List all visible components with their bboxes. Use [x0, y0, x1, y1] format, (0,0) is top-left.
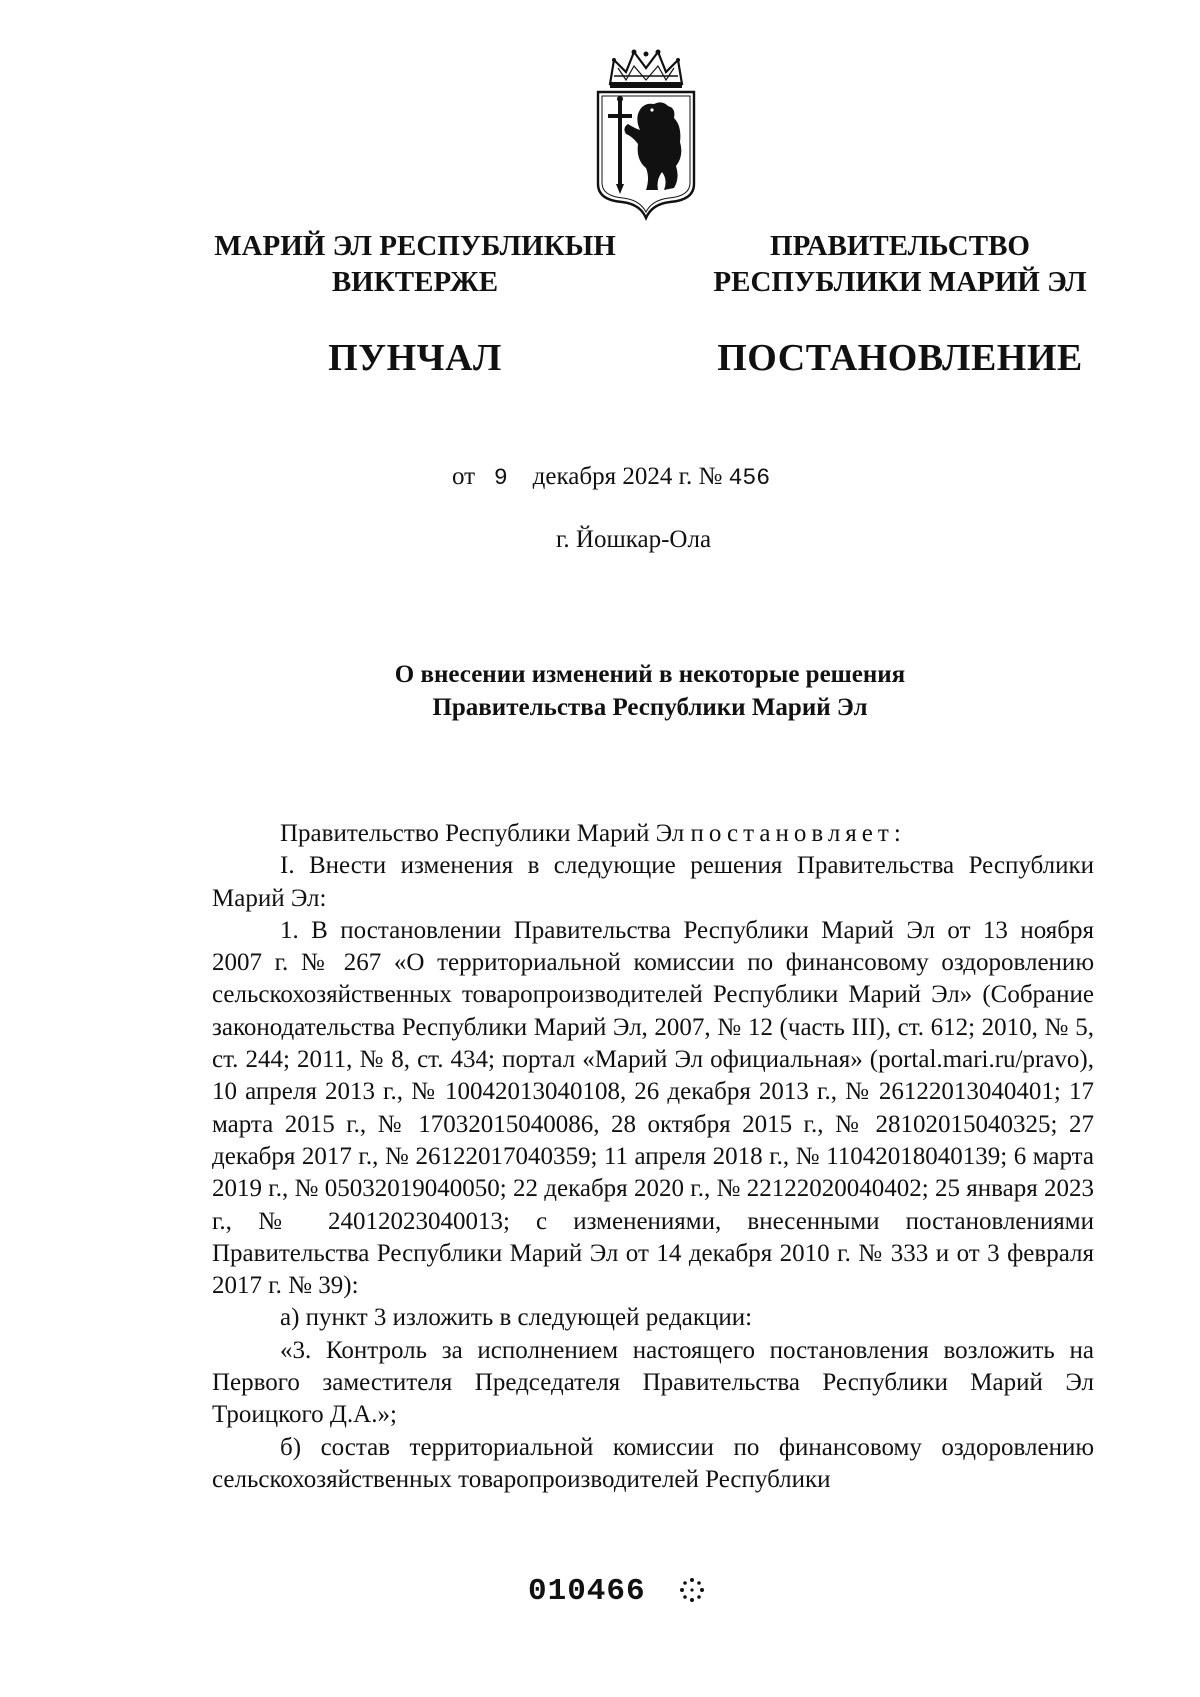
body-paragraph-preamble [212, 818, 1094, 850]
preamble-decree-word: постановляет: [690, 820, 906, 847]
header-left-line2: ВИКТЕРЖЕ [331, 266, 499, 298]
body-paragraph-quote: «3. Контроль за исполнением настоящего постановления возложить на Первого заместителя Председателя Правительства Республики Марий Эл Троицкого Д.А.»; [212, 1336, 1094, 1429]
asterisk-stamp-icon [678, 1576, 706, 1604]
body-paragraph-section-1: I. Внести изменения в следующие решения Правительства Республики Марий Эл: [212, 852, 1094, 912]
date-day: 9 [493, 465, 508, 491]
header-right-line2: РЕСПУБЛИКИ МАРИЙ ЭЛ [713, 266, 1087, 298]
header-right-line1: ПРАВИТЕЛЬСТВО [770, 230, 1030, 262]
header-left-title: ПУНЧАЛ [328, 337, 502, 379]
document-body [212, 818, 1094, 1496]
date-prefix: от [452, 463, 476, 490]
document-title-line1: О внесении изменений в некоторые решения [394, 661, 906, 688]
header-left-line1: МАРИЙ ЭЛ РЕСПУБЛИКЫН [214, 230, 616, 262]
document-title [200, 658, 1100, 724]
date-month-year: декабря 2024 г. № [532, 463, 723, 490]
body-paragraph-item-1: 1. В постановлении Правительства Республики Марий Эл от 13 ноября 2007 г. № 267 «О территориальной комиссии по финансовому оздоровлению сельскохозяйственных товаропроизводителей Республики Марий Эл» (Собрание законодательства Республики Марий Эл, 2007, № 12 (часть III), ст. 612; 2010, № 5, ст. 244; 2011, № 8, ст. 434; портал «Марий Эл официальная» (portal.mari.ru/pravo), 10 апреля 2013 г., № 10042013040108, 26 декабря 2013 г., № 26122013040401; 17 марта 2015 г., № 17032015040086, 28 октября 2015 г., № 28102015040325; 27 декабря 2017 г., № 26122017040359; 11 апреля 2018 г., № 11042018040139; 6 марта 2019 г., № 05032019040050; 22 декабря 2020 г., № 22122020040402; 25 января 2023 г., № 24012023040013; с изменениями, внесенными постановлениями Правительства Республики Марий Эл от 14 декабря 2010 г. № 333 и от 3 февраля 2017 г. № 39): [212, 916, 1094, 1300]
body-paragraph-subitem-a: а) пункт 3 изложить в следующей редакции: [280, 1304, 753, 1332]
coat-of-arms-emblem [592, 44, 700, 222]
preamble-text: Правительство Республики Марий Эл [280, 820, 691, 847]
page-serial-number: 010466 [528, 1574, 646, 1609]
document-title-line2: Правительства Республики Марий Эл [432, 694, 868, 721]
body-paragraph-subitem-b: б) состав территориальной комиссии по финансовому оздоровлению сельскохозяйственных товаропроизводителей Республики [212, 1433, 1094, 1493]
document-date-line [452, 463, 770, 491]
document-number: 456 [728, 465, 771, 491]
city-name: г. Йошкар-Ола [556, 526, 712, 553]
header-right-title: ПОСТАНОВЛЕНИЕ [717, 337, 1083, 379]
